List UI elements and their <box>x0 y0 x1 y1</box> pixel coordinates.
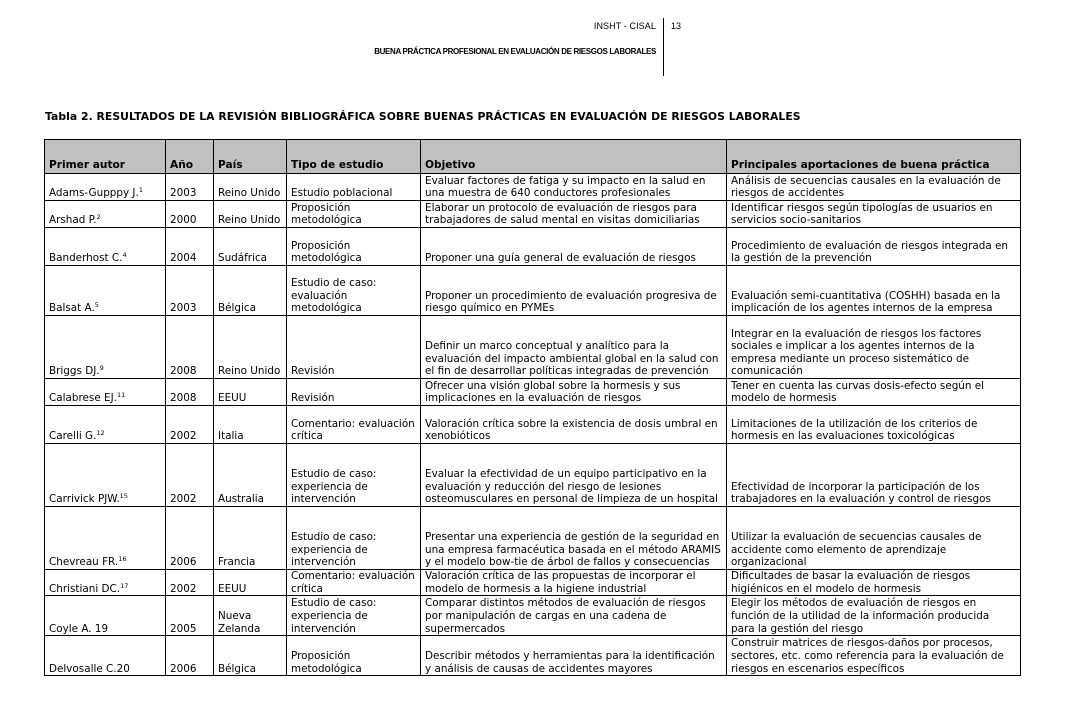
table-row <box>45 316 1021 379</box>
cell-study-type-text: Estudio poblacional <box>291 187 393 200</box>
cell-year <box>166 444 214 507</box>
cell-country <box>214 406 287 444</box>
cell-contribution-text: Integrar en la evaluación de riesgos los factores sociales e implicar a los agentes internos de la empresa mediante un proceso sistemático de comunicación <box>731 327 982 378</box>
cell-objective-text: Presentar una experiencia de gestión de la seguridad en una empresa farmacéutica basada en el método ARAMIS y el modelo bow-tie de árbol de fallos y consecuencias <box>425 531 721 569</box>
cell-author-text: Calabrese EJ. <box>49 392 117 405</box>
cell-author-text: Coyle A. 19 <box>49 622 109 635</box>
cell-country <box>214 228 287 266</box>
cell-country-text: Reino Unido <box>218 365 281 378</box>
cell-study-type <box>287 228 421 266</box>
reference-number: 12 <box>96 429 105 438</box>
cell-objective <box>421 444 727 507</box>
bibliography-table <box>44 139 1021 676</box>
cell-objective <box>421 507 727 570</box>
cell-author <box>45 570 166 596</box>
cell-contribution-text: Utilizar la evaluación de secuencias causales de accidente como elemento de aprendizaje organizacional <box>731 531 982 569</box>
reference-number: 4 <box>122 251 127 260</box>
cell-contribution <box>727 266 1021 316</box>
cell-objective-text: Definir un marco conceptual y analítico para la evaluación del impacto ambiental global en la salud con el fin de desarrollar políticas integradas de prevención <box>425 340 719 378</box>
cell-author-text: Adams-Gupppy J. <box>49 187 139 200</box>
cell-objective-text: Elaborar un protocolo de evaluación de riesgos para trabajadores de salud mental en visitas domiciliarias <box>425 201 700 227</box>
cell-objective-text: Proponer un procedimiento de evaluación progresiva de riesgo químico en PYMEs <box>425 289 717 315</box>
cell-study-type-text: Proposición metodológica <box>291 239 362 265</box>
cell-author <box>45 174 166 201</box>
table-row <box>45 228 1021 266</box>
cell-year <box>166 174 214 201</box>
cell-objective-text: Describir métodos y herramientas para la identificación y análisis de causas de accidentes mayores <box>425 650 715 675</box>
reference-number: 9 <box>99 364 104 373</box>
table-row <box>45 596 1021 636</box>
table-row <box>45 379 1021 406</box>
cell-year-text: 2003 <box>170 302 197 315</box>
cell-contribution <box>727 444 1021 507</box>
cell-contribution <box>727 570 1021 596</box>
cell-study-type-text: Estudio de caso: experiencia de intervención <box>291 531 377 569</box>
cell-objective-text: Evaluar factores de fatiga y su impacto en la salud en una muestra de 640 conductores profesionales <box>425 174 706 200</box>
column-header-author: Primer autor <box>45 140 166 174</box>
reference-number: 15 <box>119 492 128 501</box>
cell-contribution-text: Evaluación semi-cuantitativa (COSHH) basada en la implicación de los agentes internos de la empresa <box>731 289 1001 315</box>
table-row <box>45 570 1021 596</box>
cell-objective-text: Valoración crítica de las propuestas de incorporar el modelo de hormesis a la higiene industrial <box>425 570 696 595</box>
column-header-country: País <box>214 140 287 174</box>
cell-year <box>166 379 214 406</box>
cell-objective-text: Valoración crítica sobre la existencia de dosis umbral en xenobióticos <box>425 417 718 443</box>
cell-year <box>166 201 214 228</box>
cell-country <box>214 316 287 379</box>
cell-author-text: Delvosalle C.20 <box>49 662 130 675</box>
cell-objective <box>421 596 727 636</box>
cell-year <box>166 570 214 596</box>
cell-country-text: Bélgica <box>218 662 256 675</box>
cell-contribution-text: Dificultades de basar la evaluación de riesgos higiénicos en el modelo de hormesis <box>731 570 971 595</box>
cell-study-type-text: Revisión <box>291 392 335 405</box>
cell-country <box>214 507 287 570</box>
cell-country <box>214 174 287 201</box>
cell-author <box>45 444 166 507</box>
table-row <box>45 406 1021 444</box>
cell-country-text: Australia <box>218 493 264 506</box>
reference-number: 1 <box>138 186 143 195</box>
cell-study-type <box>287 596 421 636</box>
cell-study-type <box>287 570 421 596</box>
column-header-year: Año <box>166 140 214 174</box>
cell-contribution <box>727 201 1021 228</box>
table-caption: Tabla 2. RESULTADOS DE LA REVISIÓN BIBLIOGRÁFICA SOBRE BUENAS PRÁCTICAS EN EVALUACIÓN DE RIESGOS LABORALES <box>45 110 801 123</box>
cell-year-text: 2004 <box>170 252 197 265</box>
cell-contribution <box>727 174 1021 201</box>
cell-objective-text: Comparar distintos métodos de evaluación de riesgos por manipulación de cargas en una cadena de supermercados <box>425 597 706 635</box>
page-number: 13 <box>671 21 682 31</box>
cell-contribution-text: Identificar riesgos según tipologías de usuarios en servicios socio-sanitarios <box>731 201 993 227</box>
cell-study-type <box>287 316 421 379</box>
cell-objective <box>421 266 727 316</box>
cell-contribution <box>727 636 1021 676</box>
cell-study-type <box>287 444 421 507</box>
cell-country <box>214 596 287 636</box>
cell-country-text: Reino Unido <box>218 187 281 200</box>
cell-year <box>166 228 214 266</box>
cell-author-text: Arshad P. <box>49 214 97 227</box>
cell-study-type-text: Proposición metodológica <box>291 201 362 227</box>
cell-author <box>45 228 166 266</box>
cell-author <box>45 406 166 444</box>
cell-year-text: 2006 <box>170 662 197 675</box>
column-header-study-type: Tipo de estudio <box>287 140 421 174</box>
cell-contribution-text: Tener en cuenta las curvas dosis-efecto según el modelo de hormesis <box>731 379 985 405</box>
cell-contribution-text: Efectividad de incorporar la participación de los trabajadores en la evaluación y control de riesgos <box>731 480 991 506</box>
reference-number: 17 <box>120 581 129 590</box>
cell-study-type-text: Estudio de caso: experiencia de intervención <box>291 468 377 506</box>
cell-year <box>166 406 214 444</box>
reference-number: 2 <box>96 213 101 222</box>
cell-country <box>214 266 287 316</box>
cell-study-type <box>287 379 421 406</box>
cell-objective <box>421 201 727 228</box>
cell-study-type-text: Comentario: evaluación crítica <box>291 417 415 443</box>
cell-author <box>45 596 166 636</box>
table-header-row <box>45 140 1021 174</box>
cell-year-text: 2000 <box>170 214 197 227</box>
cell-study-type-text: Estudio de caso: evaluación metodológica <box>291 277 377 315</box>
cell-study-type-text: Estudio de caso: experiencia de intervención <box>291 597 377 635</box>
cell-country-text: Francia <box>218 556 256 569</box>
reference-number: 16 <box>118 555 127 564</box>
cell-contribution <box>727 406 1021 444</box>
cell-contribution-text: Limitaciones de la utilización de los criterios de hormesis en las evaluaciones toxicológicas <box>731 417 978 443</box>
cell-objective <box>421 228 727 266</box>
cell-year-text: 2006 <box>170 556 197 569</box>
cell-year-text: 2003 <box>170 187 197 200</box>
cell-contribution-text: Procedimiento de evaluación de riesgos integrada en la gestión de la prevención <box>731 239 1009 265</box>
cell-contribution <box>727 228 1021 266</box>
cell-year-text: 2002 <box>170 493 197 506</box>
cell-study-type <box>287 636 421 676</box>
cell-year-text: 2008 <box>170 365 197 378</box>
cell-country <box>214 379 287 406</box>
header-organization: INSHT - CISAL <box>593 21 656 31</box>
cell-contribution-text: Análisis de secuencias causales en la evaluación de riesgos de accidentes <box>731 174 1001 200</box>
cell-year-text: 2002 <box>170 430 197 443</box>
cell-year <box>166 316 214 379</box>
cell-country <box>214 444 287 507</box>
table-row <box>45 636 1021 676</box>
cell-author <box>45 379 166 406</box>
cell-author <box>45 316 166 379</box>
cell-objective <box>421 636 727 676</box>
cell-author-text: Carelli G. <box>49 430 97 443</box>
cell-author-text: Carrivick PJW. <box>49 493 120 506</box>
cell-year-text: 2005 <box>170 622 197 635</box>
cell-study-type <box>287 174 421 201</box>
cell-study-type-text: Comentario: evaluación crítica <box>291 570 415 595</box>
cell-year <box>166 636 214 676</box>
cell-year-text: 2002 <box>170 582 197 595</box>
cell-author <box>45 266 166 316</box>
table-body <box>45 174 1021 676</box>
cell-author-text: Briggs DJ. <box>49 365 100 378</box>
cell-author <box>45 201 166 228</box>
cell-contribution <box>727 379 1021 406</box>
cell-year <box>166 596 214 636</box>
column-header-contribution: Principales aportaciones de buena práctica <box>727 140 1021 174</box>
reference-number: 11 <box>116 391 126 400</box>
cell-country-text: EEUU <box>218 582 247 595</box>
cell-objective <box>421 570 727 596</box>
cell-study-type-text: Revisión <box>291 365 335 378</box>
cell-contribution-text: Construir matrices de riesgos-daños por procesos, sectores, etc. como referencia para la evaluación de riesgos en escenarios específicos <box>731 637 1004 675</box>
cell-study-type <box>287 266 421 316</box>
cell-country-text: Sudáfrica <box>218 252 268 265</box>
cell-objective-text: Proponer una guía general de evaluación de riesgos <box>425 252 696 265</box>
cell-author-text: Christiani DC. <box>49 582 121 595</box>
reference-number: 5 <box>94 301 99 310</box>
table-row <box>45 444 1021 507</box>
column-header-objective: Objetivo <box>421 140 727 174</box>
cell-country-text: EEUU <box>218 392 247 405</box>
cell-country <box>214 201 287 228</box>
cell-study-type <box>287 201 421 228</box>
cell-country-text: Reino Unido <box>218 214 281 227</box>
cell-country <box>214 570 287 596</box>
table-row <box>45 507 1021 570</box>
cell-objective <box>421 174 727 201</box>
cell-year-text: 2008 <box>170 392 197 405</box>
cell-country-text: Bélgica <box>218 302 256 315</box>
cell-objective <box>421 406 727 444</box>
cell-study-type <box>287 406 421 444</box>
cell-country <box>214 636 287 676</box>
cell-objective <box>421 379 727 406</box>
cell-year <box>166 266 214 316</box>
cell-author <box>45 507 166 570</box>
table-row <box>45 266 1021 316</box>
cell-objective-text: Ofrecer una visión global sobre la hormesis y sus implicaciones en la evaluación de riesgos <box>425 379 681 405</box>
cell-author-text: Balsat A. <box>49 302 95 315</box>
cell-contribution <box>727 507 1021 570</box>
cell-year <box>166 507 214 570</box>
cell-contribution <box>727 596 1021 636</box>
table-row <box>45 201 1021 228</box>
cell-objective-text: Evaluar la efectividad de un equipo participativo en la evaluación y reducción del riesgo de lesiones osteomusculares en personal de limpieza de un hospital <box>425 468 718 506</box>
cell-country-text: Nueva Zelanda <box>218 610 261 635</box>
cell-objective <box>421 316 727 379</box>
cell-author-text: Chevreau FR. <box>49 556 119 569</box>
cell-contribution-text: Elegir los métodos de evaluación de riesgos en función de la utilidad de la información producida para la gestión del riesgo <box>731 597 990 635</box>
cell-study-type-text: Proposición metodológica <box>291 650 362 675</box>
cell-country-text: Italia <box>218 430 244 443</box>
cell-study-type <box>287 507 421 570</box>
table-row <box>45 174 1021 201</box>
cell-author <box>45 636 166 676</box>
cell-contribution <box>727 316 1021 379</box>
cell-author-text: Banderhost C. <box>49 252 123 265</box>
header-subtitle: BUENA PRÁCTICA PROFESIONAL EN EVALUACIÓN DE RIESGOS LABORALES <box>374 47 656 56</box>
header-divider <box>663 18 664 76</box>
